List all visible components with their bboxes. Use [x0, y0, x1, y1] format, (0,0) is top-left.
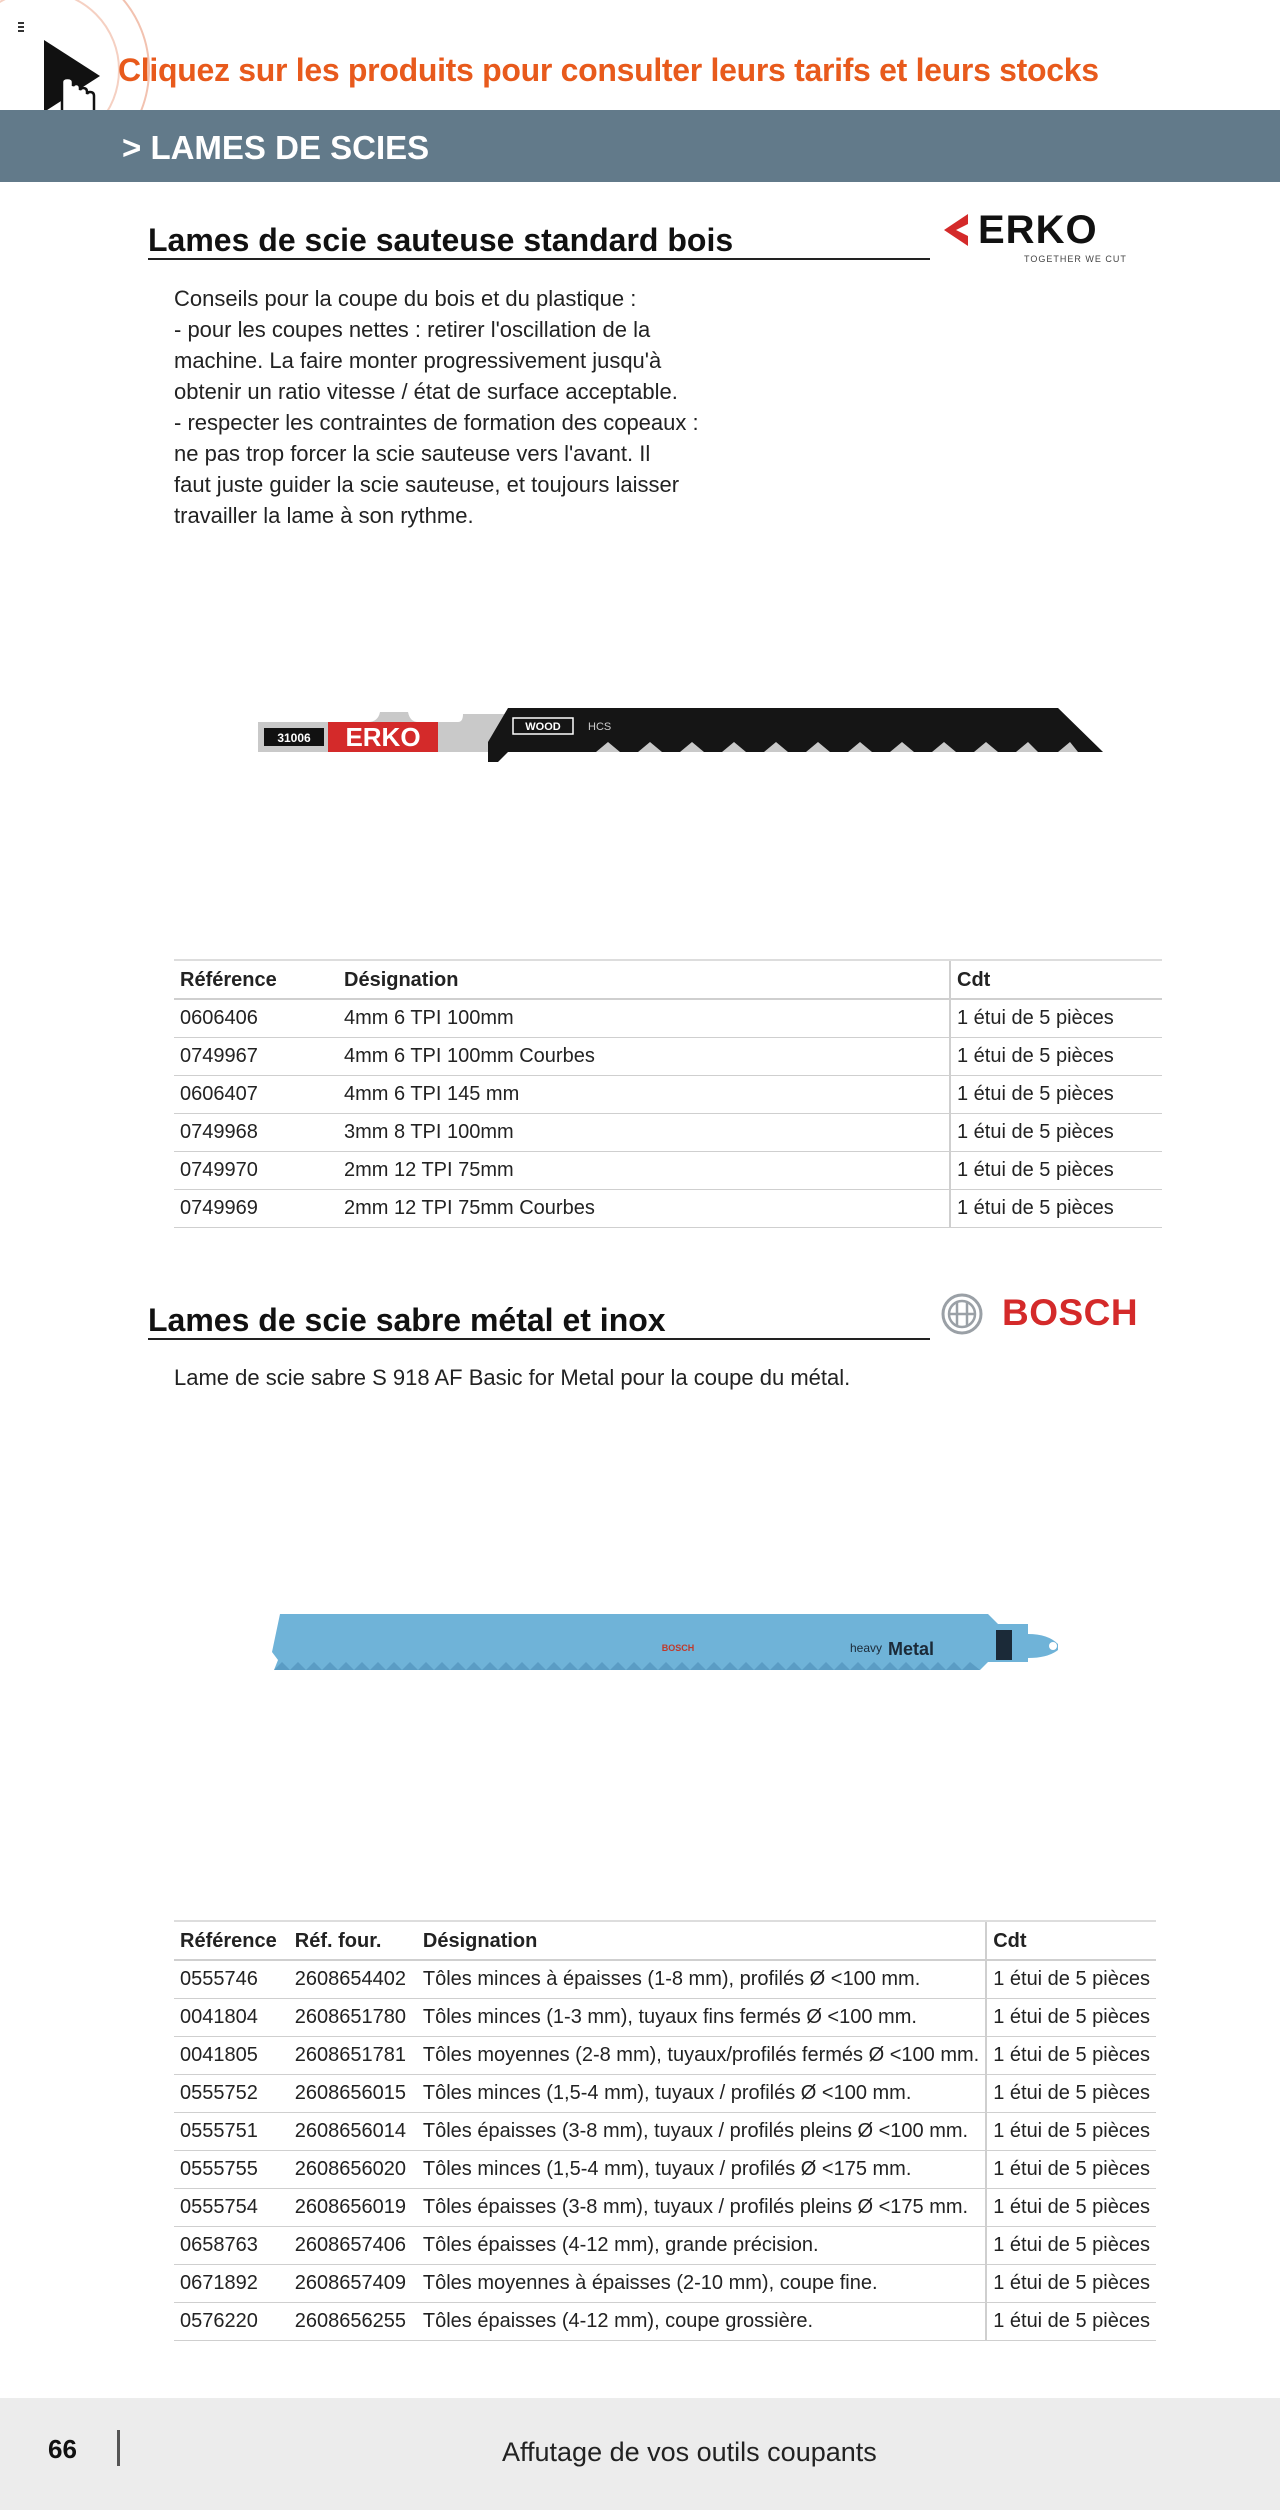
table-cell: 0041805: [174, 2036, 289, 2074]
table-cell: 2608651781: [289, 2036, 417, 2074]
description-line: faut juste guider la scie sauteuse, et toujours laisser: [174, 472, 680, 497]
sabre-brand-label: BOSCH: [661, 1643, 695, 1653]
column-header: Désignation: [338, 960, 950, 999]
table-row[interactable]: [174, 2074, 1156, 2112]
table-cell: 0555752: [174, 2074, 289, 2112]
table-cell: Tôles moyennes (2-8 mm), tuyaux/profilés fermés Ø <100 mm.: [417, 2036, 986, 2074]
description-line: machine. La faire monter progressivement jusqu'à: [174, 348, 662, 373]
table-cell: Tôles minces (1-3 mm), tuyaux fins fermés Ø <100 mm.: [417, 1998, 986, 2036]
table-cell: 1 étui de 5 pièces: [950, 1075, 1162, 1113]
table-cell: Tôles minces (1,5-4 mm), tuyaux / profilés Ø <100 mm.: [417, 2074, 986, 2112]
table-cell: 1 étui de 5 pièces: [986, 2188, 1156, 2226]
section-title-jigsaw: Lames de scie sauteuse standard bois: [148, 222, 734, 258]
table-row[interactable]: [174, 1998, 1156, 2036]
blade-wood-label: WOOD: [525, 721, 561, 733]
table-row[interactable]: [174, 1151, 1162, 1189]
cta-products-link[interactable]: Cliquez sur les produits pour consulter leurs tarifs et leurs stocks: [118, 52, 1099, 88]
table-cell: 1 étui de 5 pièces: [986, 2074, 1156, 2112]
table-row[interactable]: [174, 2226, 1156, 2264]
table-row[interactable]: [174, 999, 1162, 1037]
sabre-code-mark: [996, 1630, 1012, 1660]
table-cell: 2608651780: [289, 1998, 417, 2036]
table-cell: 2608657409: [289, 2264, 417, 2302]
table-cell: 0749970: [174, 1151, 338, 1189]
table-cell: 4mm 6 TPI 100mm Courbes: [338, 1037, 950, 1075]
table-cell: 0555755: [174, 2150, 289, 2188]
table-cell: 1 étui de 5 pièces: [986, 2302, 1156, 2340]
erko-logo: [938, 208, 1134, 268]
erko-wordmark: ERKO: [978, 208, 1098, 252]
table-cell: 0671892: [174, 2264, 289, 2302]
table-cell: 2608657406: [289, 2226, 417, 2264]
table-row[interactable]: [174, 1189, 1162, 1227]
table-cell: 1 étui de 5 pièces: [986, 2264, 1156, 2302]
table-row[interactable]: [174, 1037, 1162, 1075]
table-cell: 4mm 6 TPI 145 mm: [338, 1075, 950, 1113]
footer-separator: [117, 2430, 120, 2466]
table-row[interactable]: [174, 2036, 1156, 2074]
page-number: 66: [48, 2434, 77, 2464]
table-cell: Tôles épaisses (3-8 mm), tuyaux / profilés pleins Ø <100 mm.: [417, 2112, 986, 2150]
column-header: Cdt: [950, 960, 1162, 999]
table-cell: 2608656020: [289, 2150, 417, 2188]
table-cell: 2608656019: [289, 2188, 417, 2226]
table-cell: 2608656014: [289, 2112, 417, 2150]
table-cell: 1 étui de 5 pièces: [950, 1151, 1162, 1189]
bosch-logo: [940, 1290, 1140, 1338]
table-cell: 3mm 8 TPI 100mm: [338, 1113, 950, 1151]
column-header: Référence: [174, 960, 338, 999]
description-line: ne pas trop forcer la scie sauteuse vers l'avant. Il: [174, 441, 651, 466]
table-row[interactable]: [174, 2302, 1156, 2340]
table-cell: 0749969: [174, 1189, 338, 1227]
table-cell: 1 étui de 5 pièces: [986, 1998, 1156, 2036]
table-row[interactable]: [174, 1113, 1162, 1151]
menu-icon[interactable]: [18, 22, 26, 32]
table-cell: 0606407: [174, 1075, 338, 1113]
section-rule: [148, 258, 930, 260]
section-description-jigsaw: [174, 283, 699, 531]
sabre-blades-table: [174, 1920, 1156, 2341]
erko-mark-icon: [938, 212, 974, 248]
description-line: - respecter les contraintes de formation des copeaux :: [174, 410, 699, 435]
section-rule: [148, 1338, 930, 1340]
sabre-heavy-label: heavy: [850, 1641, 883, 1655]
table-row[interactable]: [174, 2264, 1156, 2302]
bosch-armature-icon: [940, 1292, 984, 1336]
table-cell: 0658763: [174, 2226, 289, 2264]
section-title-sabre: Lames de scie sabre métal et inox: [148, 1302, 666, 1338]
section-description-sabre: Lame de scie sabre S 918 AF Basic for Metal pour la coupe du métal.: [174, 1365, 851, 1390]
description-line: obtenir un ratio vitesse / état de surface acceptable.: [174, 379, 678, 404]
category-title: > LAMES DE SCIES: [122, 129, 430, 166]
description-line: Conseils pour la coupe du bois et du plastique :: [174, 286, 637, 311]
bosch-wordmark: BOSCH: [1002, 1292, 1139, 1333]
table-row[interactable]: [174, 1075, 1162, 1113]
product-image-jigsaw-blade[interactable]: [258, 700, 1108, 780]
table-cell: 2mm 12 TPI 75mm: [338, 1151, 950, 1189]
table-cell: 4mm 6 TPI 100mm: [338, 999, 950, 1037]
description-line: - pour les coupes nettes : retirer l'oscillation de la: [174, 317, 651, 342]
table-cell: 2608654402: [289, 1960, 417, 1998]
table-cell: 0749968: [174, 1113, 338, 1151]
table-cell: 1 étui de 5 pièces: [950, 1113, 1162, 1151]
table-cell: Tôles épaisses (3-8 mm), tuyaux / profilés pleins Ø <175 mm.: [417, 2188, 986, 2226]
table-cell: Tôles moyennes à épaisses (2-10 mm), coupe fine.: [417, 2264, 986, 2302]
table-cell: 2mm 12 TPI 75mm Courbes: [338, 1189, 950, 1227]
erko-tagline: TOGETHER WE CUT: [1024, 254, 1127, 264]
table-cell: 1 étui de 5 pièces: [986, 2150, 1156, 2188]
sabre-metal-label: Metal: [888, 1639, 935, 1659]
table-row[interactable]: [174, 2112, 1156, 2150]
column-header: Désignation: [417, 1921, 986, 1960]
table-cell: 0749967: [174, 1037, 338, 1075]
table-cell: Tôles minces (1,5-4 mm), tuyaux / profilés Ø <175 mm.: [417, 2150, 986, 2188]
jigsaw-blades-table: [174, 959, 1162, 1228]
table-row[interactable]: [174, 2150, 1156, 2188]
product-image-sabre-blade[interactable]: [268, 1600, 1098, 1680]
table-cell: 2608656015: [289, 2074, 417, 2112]
column-header: Cdt: [986, 1921, 1156, 1960]
table-cell: 1 étui de 5 pièces: [986, 1960, 1156, 1998]
table-cell: 0555754: [174, 2188, 289, 2226]
table-cell: 2608656255: [289, 2302, 417, 2340]
table-cell: 1 étui de 5 pièces: [950, 1037, 1162, 1075]
blade-code-label: 31006: [277, 731, 311, 745]
footer-title: Affutage de vos outils coupants: [502, 2437, 877, 2467]
table-cell: Tôles épaisses (4-12 mm), grande précision.: [417, 2226, 986, 2264]
description-line: travailler la lame à son rythme.: [174, 503, 474, 528]
column-header: Référence: [174, 1921, 289, 1960]
table-cell: 1 étui de 5 pièces: [986, 2036, 1156, 2074]
table-cell: 0555746: [174, 1960, 289, 1998]
table-cell: 1 étui de 5 pièces: [986, 2112, 1156, 2150]
table-cell: 1 étui de 5 pièces: [950, 1189, 1162, 1227]
table-cell: 0041804: [174, 1998, 289, 2036]
column-header: Réf. four.: [289, 1921, 417, 1960]
table-cell: 0606406: [174, 999, 338, 1037]
table-row[interactable]: [174, 1960, 1156, 1998]
blade-brand-label: ERKO: [345, 722, 421, 752]
table-cell: 1 étui de 5 pièces: [950, 999, 1162, 1037]
table-cell: 0576220: [174, 2302, 289, 2340]
table-cell: Tôles minces à épaisses (1-8 mm), profilés Ø <100 mm.: [417, 1960, 986, 1998]
table-cell: Tôles épaisses (4-12 mm), coupe grossière.: [417, 2302, 986, 2340]
table-cell: 1 étui de 5 pièces: [986, 2226, 1156, 2264]
table-row[interactable]: [174, 2188, 1156, 2226]
blade-material-label: HCS: [588, 721, 612, 733]
table-cell: 0555751: [174, 2112, 289, 2150]
